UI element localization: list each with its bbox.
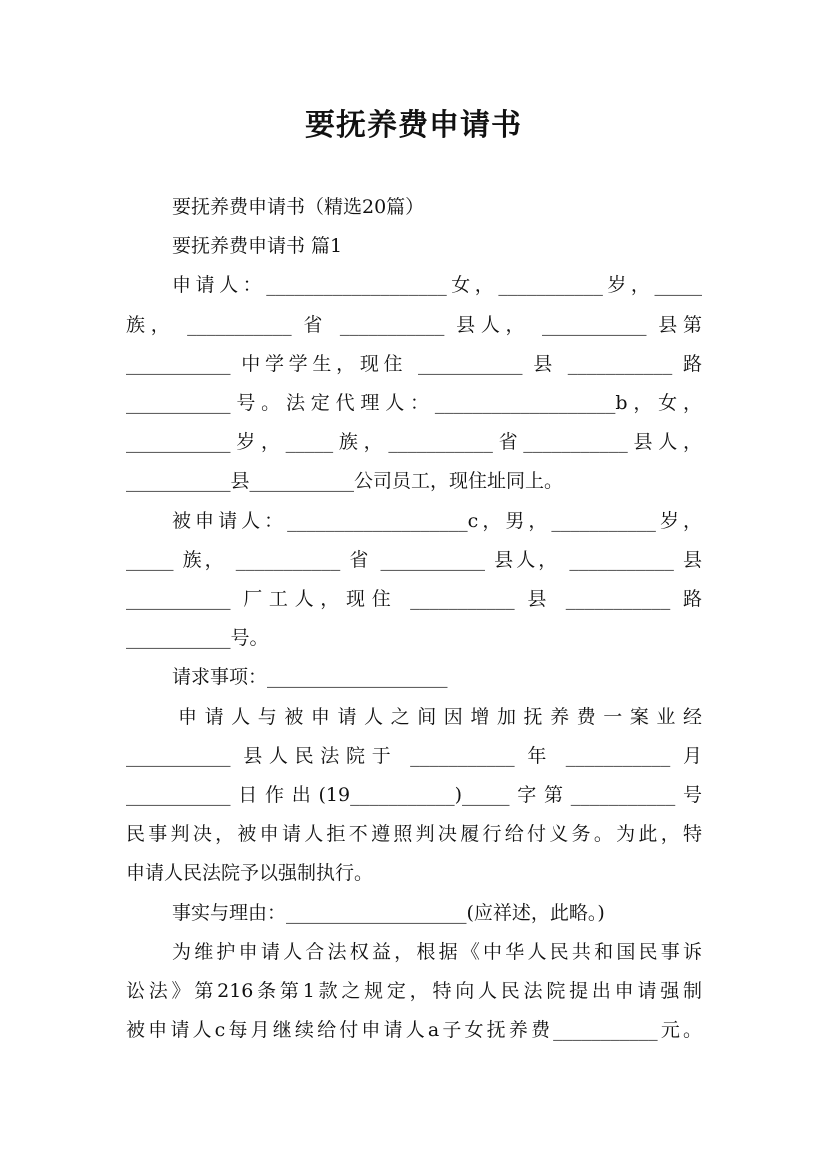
section-heading: 要抚养费申请书 篇1 [172,235,343,258]
applicant-line: 族， ___________ 省 ___________ 县人， ___________ 县第 [126,313,702,336]
respondent-line: ___________号。 [126,627,269,650]
respondent-line: ___________ 厂工人，现住 ___________ 县 ___________ 路 [126,588,702,611]
document-body [126,188,702,1050]
respondent-line: 被申请人：___________________c，男，___________岁， [172,509,702,532]
conclusion-line: 被申请人c每月继续给付申请人a子女抚养费___________元。 [126,1019,702,1042]
request-detail-line: 民事判决，被申请人拒不遵照判决履行给付义务。为此，特 [126,823,702,846]
applicant-line: ___________岁，_____族，___________省___________县人， [126,431,702,454]
facts-line: 事实与理由：___________________(应祥述，此略。) [172,901,605,924]
conclusion-line: 为维护申请人合法权益，根据《中华人民共和国民事诉 [172,940,702,963]
applicant-line: ___________县___________公司员工，现住址同上。 [126,470,564,493]
request-line: 请求事项：___________________ [172,666,448,689]
applicant-line: ___________ 中学学生，现住 ___________ 县 ___________ 路 [126,352,702,375]
conclusion-line: 讼法》第216条第1款之规定，特向人民法院提出申请强制 [126,980,702,1003]
request-detail-line: 申请人民法院予以强制执行。 [126,862,374,885]
document-title: 要抚养费申请书 [305,108,522,143]
request-detail-line: ___________日作出(19___________)_____字第___________号 [126,784,702,807]
respondent-line: _____ 族， ___________ 省 ___________ 县人， ___________ 县 [126,548,702,571]
applicant-line: ___________号。法定代理人：___________________b，女， [126,392,702,415]
request-detail-line: 申请人与被申请人之间因增加抚养费一案业经 [178,705,702,728]
subtitle-line: 要抚养费申请书（精选20篇） [172,196,425,218]
applicant-line: 申请人：___________________女，___________岁，_____ [172,274,702,297]
request-detail-line: ___________ 县人民法院于 ___________ 年 ___________ 月 [126,744,702,767]
